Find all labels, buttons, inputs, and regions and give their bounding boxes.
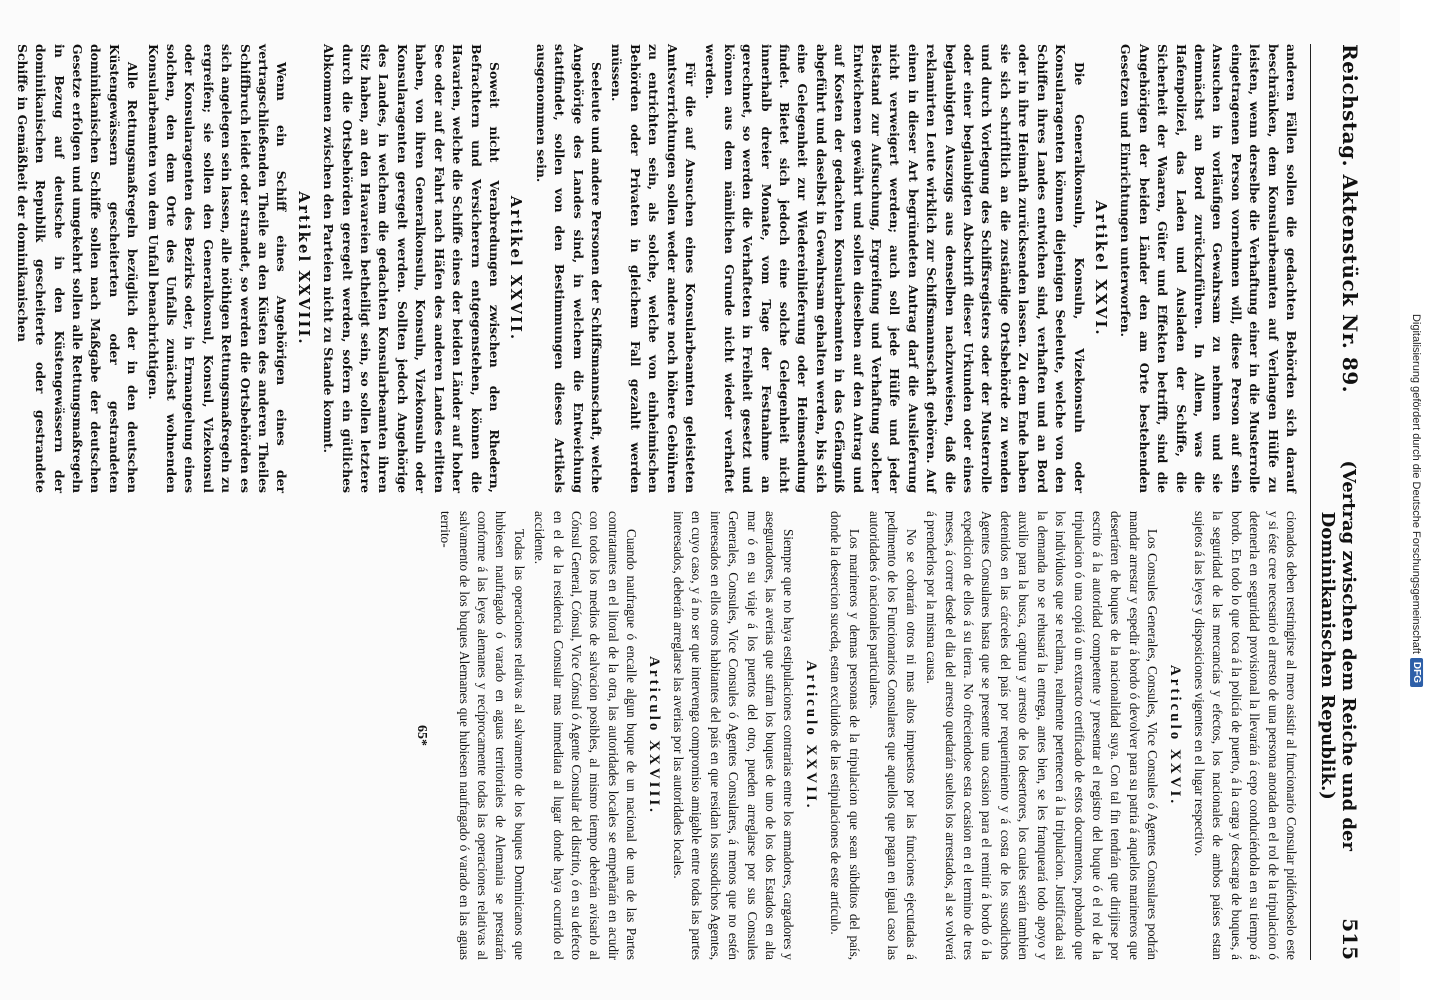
german-art28-p2: Alle Rettungsmaßregeln bezüglich der in den deutschen Küstengewässern gescheiterten oder gestrandeten dominikanischen Schiffe sollen nach Maßgabe der deutschen Gesetze erfolgen und umgekehrt sollen alle Rettungsmaßregeln in Bezug auf deutsche in den Küstengewässern der dominikanischen Republik gescheiterte oder gestrandete Schiffe in Gemäßheit der dominikanischen xyxy=(14,44,141,493)
header-title: (Vertrag zwischen dem Reiche und der Dominikanischen Republik.) xyxy=(1317,460,1359,851)
spanish-art28-p1: Cuando naufrague ó encalle algun buque de un nacional de una de las Partes contratantes en el litoral de la otra, las autoridades locales se empeñarán en acudir con todos los medios de salvacion posibles, al mismo tiempo deberán avisarlo al Cónsul General, Cónsul, Vice Cónsul ó Agente Consular del distrito, ó en su defecto en el de la residencia Consular mas inmediata al lugar donde haya ocurrido el accidente. xyxy=(532,511,640,960)
spanish-intro: cionados deben restringirse al mero asistir al funcionario Consular pidiéndoselo este y si éste cree necesario el arresto de una persona anotada en el rol de la tripulacion ó detenerla en seguridad provisional la llevarán á cepo conduciéndola en su tiempo á bordo. En todo lo que toca á la policía de puerto, á la carga y descarga de buques, á la seguridad de las mercancías y efectos, los nacionales de ambos países estan sujetos á las leyes y disposiciones vigentes en el lugar respectivo. xyxy=(1191,511,1299,960)
spanish-art26-p1: Los Consules Generales, Consules, Vice Consules ó Agentes Consulares podrán mandar arrestar y espedir á bordo ó devolver para su patria á aquellos marineros que desertáren de buques de la nacionalidad suya. Con tal fin tendrán que dirijirse por escrito á la autoridad competente y presentar el registro del buque ó el rol de la tripulacion ó una copiá ó un extracto certificado de estos documentos, probando que los individuos que se reclama, realmente pertenecen á la tripulacion. Justificada asi la demanda no se rehusará la entrega, antes bien, se les franqueará todo apoyo y auxilio para la busca, captura y arresto de los desertores, los cuales serán tambien detenidos en las cárceles del país por requerimiento y á costa de los susodichos Agentes Consulares hasta que se presente una ocasion para el remitir á bordo ó la expedicion de ellos á su tierra. No ofreciendose esta ocasion en el termino de tres meses, á correr desde el dia del arresto quedarán sueltos los arrestados, al se volverá á prenderlos por la misma causa. xyxy=(924,511,1161,960)
german-intro: anderen Fällen sollen die gedachten Behörden sich darauf beschränken, dem Konsularbeamten auf Verlangen Hülfe zu leisten, wenn derselbe die Verhaftung einer in die Musterrolle eingetragenen Person vornehmen will, diese Person auf sein Ansuchen in vorläufigen Gewahrsam zu nehmen und sie demnächst an Bord zurückzuführen. In Allem, was die Hafenpolizei, das Laden und Ausladen der Schiffe, die Sicherheit der Waaren, Güter und Effekten betrifft, sind die Angehörigen der beiden Länder den am Orte bestehenden Gesetzen und Einrichtungen unterworfen. xyxy=(1118,44,1299,493)
german-art26-p1: Die Generalkonsuln, Konsuln, Vizekonsuln oder Konsularagenten können diejenigen Seeleute, welche von den Schiffen ihres Landes entwichen sind, verhaften und an Bord oder in ihre Heimath zurücksenden lassen. Zu dem Ende haben sie sich schriftlich an die zuständige Ortsbehörde zu wenden und durch Vorlegung des Schiffsregisters oder der Musterrolle oder einer beglaubigten Abschrift dieser Urkunden oder eines beglaubigten Auszugs aus denselben nachzuweisen, daß die reklamirten Leute wirklich zur Schiffsmannschaft gehören. Auf einen in dieser Art begründeten Antrag darf die Auslieferung nicht verweigert werden; auch soll jede Hülfe und jeder Beistand zur Aufsuchung, Ergreifung und Verhaftung solcher Entwichenen gewährt und sollen dieselben auf den Antrag und auf Kosten der gedachten Konsularbeamten in das Gefängniß abgeführt und daselbst in Gewahrsam gehalten werden, bis sich eine Gelegenheit zur Wiedereinlieferung oder Heimsendung findet. Bietet sich jedoch eine solche Gelegenheit nicht innerhalb dreier Monate, vom Tage der Festnahme an gerechnet, so werden die Verhafteten in Freiheit gesetzt und können aus dem nämlichen Grunde nicht wieder verhaftet werden. xyxy=(703,44,1087,493)
german-art28-p1: Wenn ein Schiff eines Angehörigen eines der vertragschließenden Theile an den Küsten des anderen Theiles Schiffbruch leidet oder strandet, so werden die Ortsbehörden es sich angelegen sein lassen, alle nöthigen Rettungsmaßregeln zu ergreifen; sie sollen den Generalkonsul, Konsul, Vizekonsul oder Konsularagenten des Bezirks oder, in Ermangelung eines solchen, den dem Orte des Unfalls zunächst wohnenden Konsularbeamten von dem Unfall benachrichtigen. xyxy=(145,44,290,493)
spanish-art28-p2: Todas las operaciones relativas al salvamento de los buques Dominicanos que hubiesen naufragado ó varado en aguas territoriales de Alemania se prestarán conforme á las leyes alemanes y recíprocamente todas las operaciones relativas al salvamento de los buques Alemanes que hubiesen naufragado ó varado en las aguas territo- xyxy=(438,511,527,960)
page-header xyxy=(1310,44,1362,960)
watermark-text: Digitalisierung gefördert durch die Deutsche Forschungsgemeinschaft xyxy=(1411,313,1424,654)
spanish-art26-p2: No se cobrarán otros ni mas altos impuestos por las funciones ejecutadas á pedimento de los Funcionarios Consulares que aquellos que pagan en igual caso las autoridades ó nacionales particulares. xyxy=(867,511,919,960)
german-art27-p1: Soweit nicht Verabredungen zwischen den Rhedern, Befrachtern und Versicherern entgegenstehen, können die Havarien, welche die Schiffe eines der beiden Länder auf hoher See oder auf der Fahrt nach Häfen des anderen Landes erlitten haben, von ihren Generalkonsuln, Konsuln, Vizekonsuln oder Konsularagenten geregelt werden. Sollten jedoch Angehörige des Landes, in welchem die gedachten Konsularbeamten ihren Sitz haben, an den Havareien betheiligt sein, so sollen letztere durch die Ortsbehörden geregelt werden, sofern ein gütliches Abkommen zwischen den Parteien nicht zu Stande kommt. xyxy=(321,44,502,493)
text-columns xyxy=(14,44,1300,960)
german-art26-title: Artikel XXVI. xyxy=(1091,200,1110,337)
german-art26-p2: Für die auf Ansuchen eines Konsularbeamten geleisteten Amtsverrichtungen sollen weder andere noch höhere Gebühren zu entrichten sein, als solche, welche von einheimischen Behörden oder Privaten in gleichem Fall gezahlt werden müssen. xyxy=(609,44,698,493)
german-column xyxy=(14,44,1300,493)
sheet-mark: 65* xyxy=(413,725,429,746)
german-art28-title: Artikel XXVIII. xyxy=(294,191,313,346)
spanish-column xyxy=(30,511,1300,960)
spanish-art27-title: Articulo XXVII. xyxy=(802,660,819,811)
spanish-art28-title: Articulo XXVIII. xyxy=(645,656,662,815)
dfg-logo-icon: DFG xyxy=(1411,657,1424,686)
german-art26-p3: Seeleute und andere Personen der Schiffsmannschaft, welche Angehörige des Landes sind, in welchem die Entweichung stattfindet, sollen von den Bestimmungen dieses Artikels ausgenommen sein. xyxy=(533,44,604,493)
spanish-art26-title: Articulo XXVI. xyxy=(1166,664,1183,807)
german-art27-title: Artikel XXVII. xyxy=(507,195,526,342)
header-left: Reichstag. Aktenstück Nr. 89. xyxy=(1338,44,1362,394)
dfg-watermark xyxy=(1406,0,1428,1000)
spanish-art26-p3: Los marineros y demas personas de la tripulacion que sean súbditos del país, donde la desercion suceda, estan excluidos de las estipulaciones de este artículo. xyxy=(828,511,862,960)
page-number: 515 xyxy=(1338,918,1362,960)
spanish-art27-p1: Siempre que no haya estipulaciones contrarias entre los armadores, cargadores y aseguradores, las averias que sufran los buques de uno de los dos Estados en alta mar ó en su viaje á los puertos del otro, pueden arreglarse por sus Consules Generales, Consules, Vice Consules ó Agentes Consulares, á menos que no estén interesados en ellos otros habitantes del país en que residan los susodichos Agentes, en cuyo caso, y á no ser que intervenga compromiso amigable entre todas las partes interesados, deberán arreglarse las averias por las autoridades locales. xyxy=(671,511,797,960)
